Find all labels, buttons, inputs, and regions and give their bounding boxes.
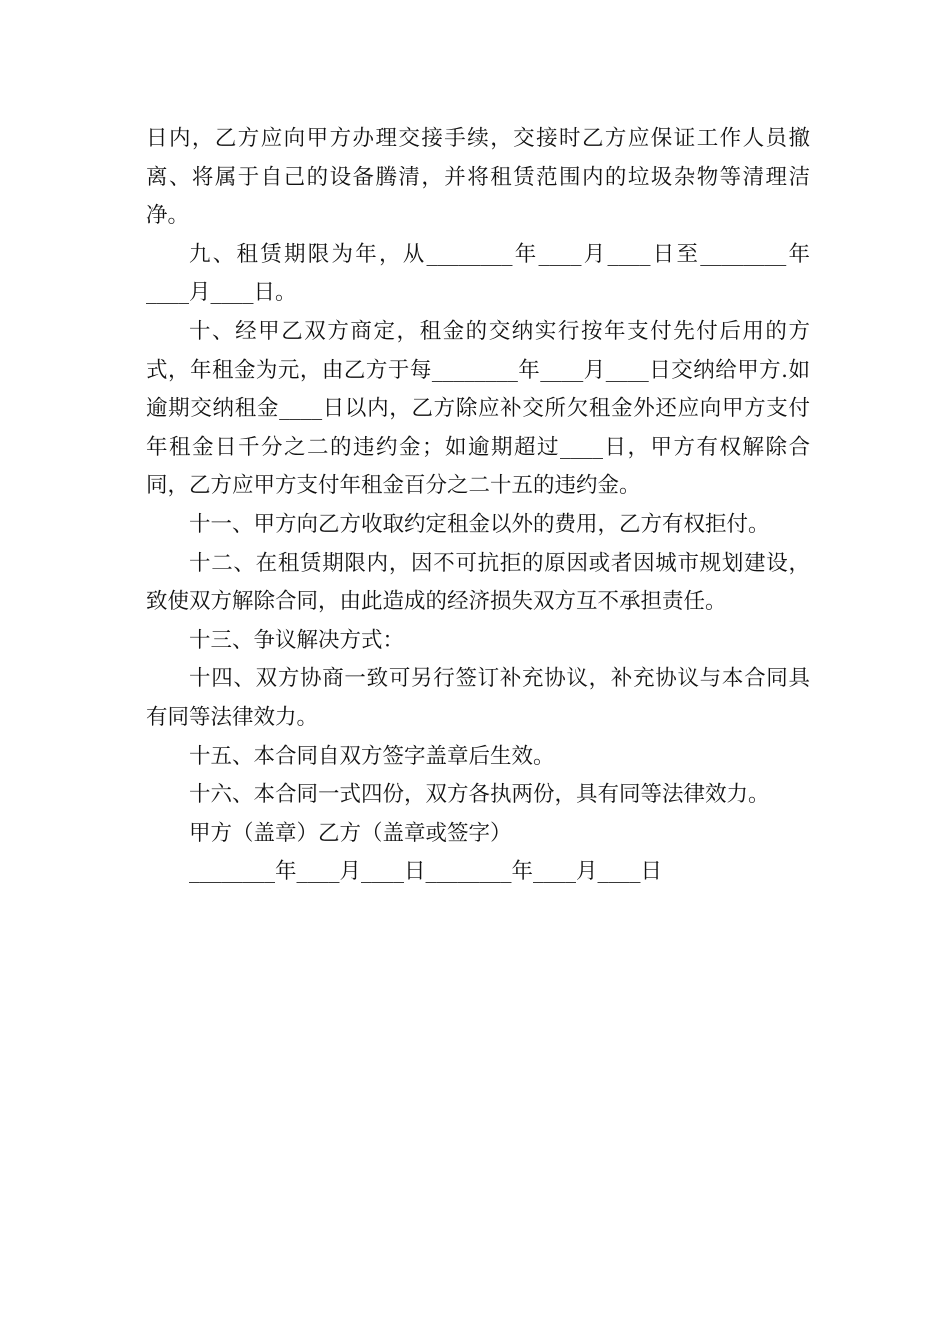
paragraph-extra-fees: 十一、甲方向乙方收取约定租金以外的费用，乙方有权拒付。 [189, 511, 770, 537]
signature-parties-line: 甲方（盖章）乙方（盖章或签字） [189, 820, 512, 846]
paragraph-effective-date: 十五、本合同自双方签字盖章后生效。 [189, 743, 555, 769]
paragraph-dispute-resolution: 十三、争议解决方式： [189, 627, 405, 653]
signature-date-line: ________年____月____日________年____月____日 [189, 859, 663, 885]
paragraph-force-majeure: 十二、在租赁期限内，因不可抗拒的原因或者因城市规划建设，致使双方解除合同，由此造成的经济损失双方互不承担责任。 [146, 550, 810, 615]
paragraph-handover-clause: 日内，乙方应向甲方办理交接手续，交接时乙方应保证工作人员撤离、将属于自己的设备腾清，并将租赁范围内的垃圾杂物等清理洁净。 [146, 126, 810, 229]
document-body [146, 120, 810, 892]
paragraph-lease-term: 九、租赁期限为年，从________年____月____日至________年____月____日。 [146, 241, 810, 306]
paragraph-supplementary-agreement: 十四、双方协商一致可另行签订补充协议，补充协议与本合同具有同等法律效力。 [146, 666, 810, 730]
paragraph-rent-payment: 十、经甲乙双方商定，租金的交纳实行按年支付先付后用的方式，年租金为元，由乙方于每________年____月____日交纳给甲方.如逾期交纳租金____日以内，乙方除应补交所欠租金外还应向甲方支付年租金日千分之二的违约金；如逾期超过____日，甲方有权解除合同，乙方应甲方支付年租金百分之二十五的违约金。 [146, 318, 810, 499]
paragraph-copies: 十六、本合同一式四份，双方各执两份，具有同等法律效力。 [189, 782, 770, 808]
